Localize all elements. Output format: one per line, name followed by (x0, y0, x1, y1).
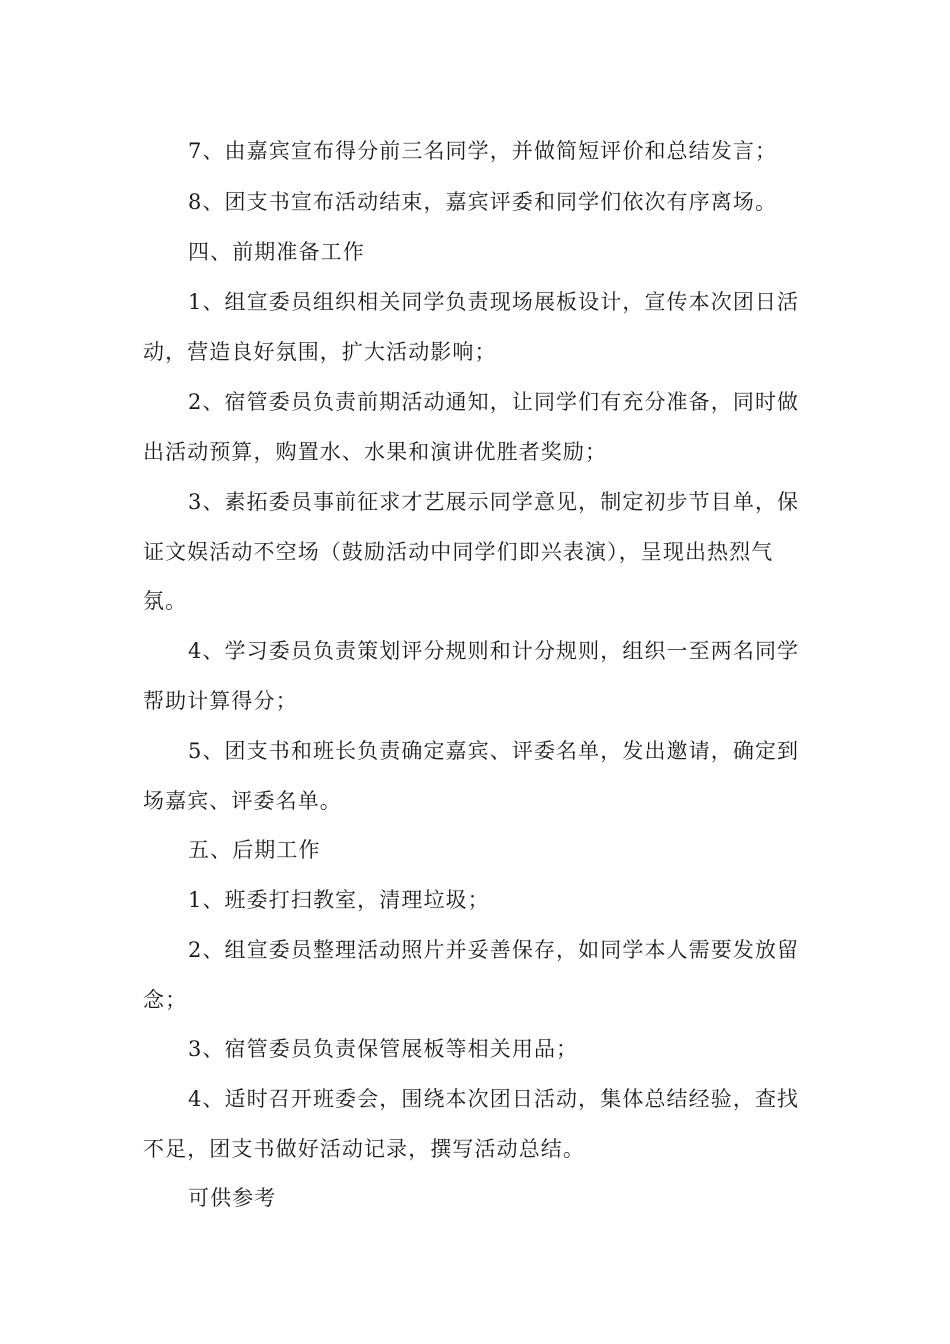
paragraph-prep-1-line-1: 1、组宣委员组织相关同学负责现场展板设计，宣传本次团日活 (188, 290, 800, 314)
paragraph-prep-4-line-2: 帮助计算得分； (143, 689, 298, 713)
paragraph-followup-2-line-2: 念； (143, 988, 188, 1012)
paragraph-prep-2-line-1: 2、宿管委员负责前期活动通知，让同学们有充分准备，同时做 (188, 390, 800, 414)
paragraph-prep-3-line-1: 3、素拓委员事前征求才艺展示同学意见，制定初步节目单，保 (188, 490, 800, 514)
paragraph-prep-5-line-2: 场嘉宾、评委名单。 (143, 789, 342, 813)
paragraph-prep-3-line-3: 氛。 (143, 589, 188, 613)
paragraph-prep-5-line-1: 5、团支书和班长负责确定嘉宾、评委名单，发出邀请，确定到 (188, 739, 800, 763)
paragraph-followup-1: 1、班委打扫教室，清理垃圾； (188, 888, 490, 912)
closing-note: 可供参考 (188, 1186, 277, 1210)
paragraph-step-8: 8、团支书宣布活动结束，嘉宾评委和同学们依次有序离场。 (188, 190, 778, 214)
paragraph-followup-4-line-1: 4、适时召开班委会，围绕本次团日活动，集体总结经验，查找 (188, 1087, 800, 1111)
paragraph-prep-1-line-2: 动，营造良好氛围，扩大活动影响； (143, 340, 497, 364)
paragraph-followup-4-line-2: 不足，团支书做好活动记录，撰写活动总结。 (143, 1137, 585, 1161)
paragraph-followup-2-line-1: 2、组宣委员整理活动照片并妥善保存，如同学本人需要发放留 (188, 938, 800, 962)
paragraph-prep-3-line-2: 证文娱活动不空场（鼓励活动中同学们即兴表演），呈现出热烈气 (143, 540, 774, 564)
section-heading-preparation: 四、前期准备工作 (188, 240, 365, 264)
paragraph-prep-2-line-2: 出活动预算，购置水、水果和演讲优胜者奖励； (143, 440, 608, 464)
paragraph-step-7: 7、由嘉宾宣布得分前三名同学，并做简短评价和总结发言； (188, 139, 778, 163)
paragraph-followup-3: 3、宿管委员负责保管展板等相关用品； (188, 1037, 579, 1061)
section-heading-followup: 五、后期工作 (188, 838, 321, 862)
paragraph-prep-4-line-1: 4、学习委员负责策划评分规则和计分规则，组织一至两名同学 (188, 639, 800, 663)
